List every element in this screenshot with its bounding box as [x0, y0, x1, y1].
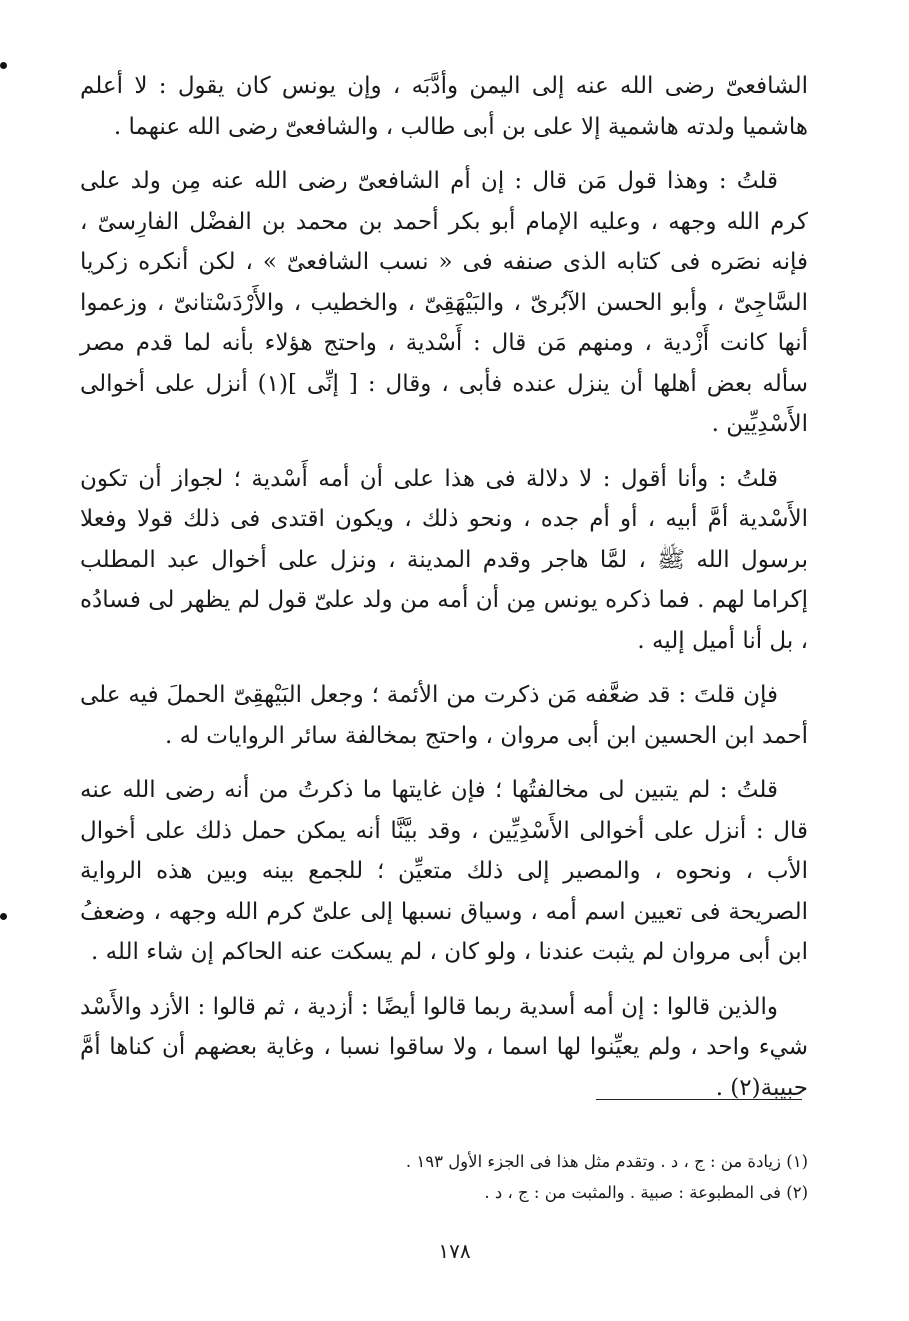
page-number: ١٧٨ — [438, 1239, 471, 1263]
paragraph-6: والذين قالوا : إن أمه أسدية ربما قالوا أيضًا : أزدية ، ثم قالوا : الأزد والأَسْد شيء واحد ، ولم يعيِّنوا لها اسما ، ولا ساقوا نسبا ، وغاية بعضهم أن كناها أمَّ حبيبة(٢) . — [80, 993, 808, 1101]
margin-mark-middle — [0, 913, 7, 920]
main-text — [80, 66, 808, 1122]
footnotes — [80, 1146, 808, 1208]
paragraph-4: فإن قلتَ : قد ضعَّفه مَن ذكرت من الأئمة ؛ وجعل البَيْهقِىّ الحملَ فيه على أحمد ابن الحسين ابن أبى مروان ، واحتج بمخالفة سائر الروايات له . — [80, 682, 808, 749]
paragraph-3: قلتُ : وأنا أقول : لا دلالة فى هذا على أن أمه أَسْدية ؛ لجواز أن تكون الأَسْدية أمَّ أبيه ، أو أم جده ، ونحو ذلك ، ويكون اقتدى فى ذلك قولا وفعلا برسول الله ﷺ ، لمَّا هاجر وقدم المدينة ، ونزل على أخوال عبد المطلب إكراما لهم . فما ذكره يونس مِن أن أمه من ولد علىّ قول لم يظهر لى فسادُه ، بل أنا أميل إليه . — [80, 465, 808, 654]
paragraph-2: قلتُ : وهذا قول مَن قال : إن أم الشافعىّ رضى الله عنه مِن ولد على كرم الله وجهه ، وعليه الإمام أبو بكر أحمد بن محمد بن الفضْل الفارِسىّ ، فإنه نصَره فى كتابه الذى صنفه فى « نسب الشافعىّ » ، لكن أنكره زكريا السَّاجِىّ ، وأبو الحسن الآبُرىّ ، والبَيْهَقِىّ ، والخطيب ، والأَرْدَسْتانىّ ، وزعموا أنها كانت أَزْدية ، ومنهم مَن قال : أَسْدية ، واحتج هؤلاء بأنه لما قدم مصر سأله بعض أهلها أن ينزل عنده فأبى ، وقال : [ إنِّى ](١) أنزل على أخوالى الأَسْدِيِّين . — [80, 168, 808, 437]
paragraph-5: قلتُ : لم يتبين لى مخالفتُها ؛ فإن غايتها ما ذكرتُ من أنه رضى الله عنه قال : أنزل على أخوالى الأَسْدِيِّين ، وقد بيَّنَّا أنه يمكن حمل ذلك على أخوال الأب ، ونحوه ، والمصير إلى ذلك متعيِّن ؛ للجمع بينه وبين هذه الرواية الصريحة فى تعيين اسم أمه ، وسياق نسبها إلى علىّ كرم الله وجهه ، وضعفُ ابن أبى مروان لم يثبت عندنا ، ولو كان ، لم يسكت عنه الحاكم إن شاء الله . — [80, 777, 808, 965]
footnote-1: (١) زيادة من : ج ، د . وتقدم مثل هذا فى الجزء الأول ١٩٣ . — [405, 1152, 808, 1171]
footnote-separator — [596, 1099, 802, 1100]
footnote-2: (٢) فى المطبوعة : صبية . والمثبت من : ج ، د . — [484, 1183, 808, 1202]
margin-mark-top — [0, 62, 7, 69]
paragraph-1: الشافعىّ رضى الله عنه إلى اليمن وأدَّبَه ، وإن يونس كان يقول : لا أعلم هاشميا ولدته هاشمية إلا على بن أبى طالب ، والشافعىّ رضى الله عنهما . — [80, 73, 808, 140]
